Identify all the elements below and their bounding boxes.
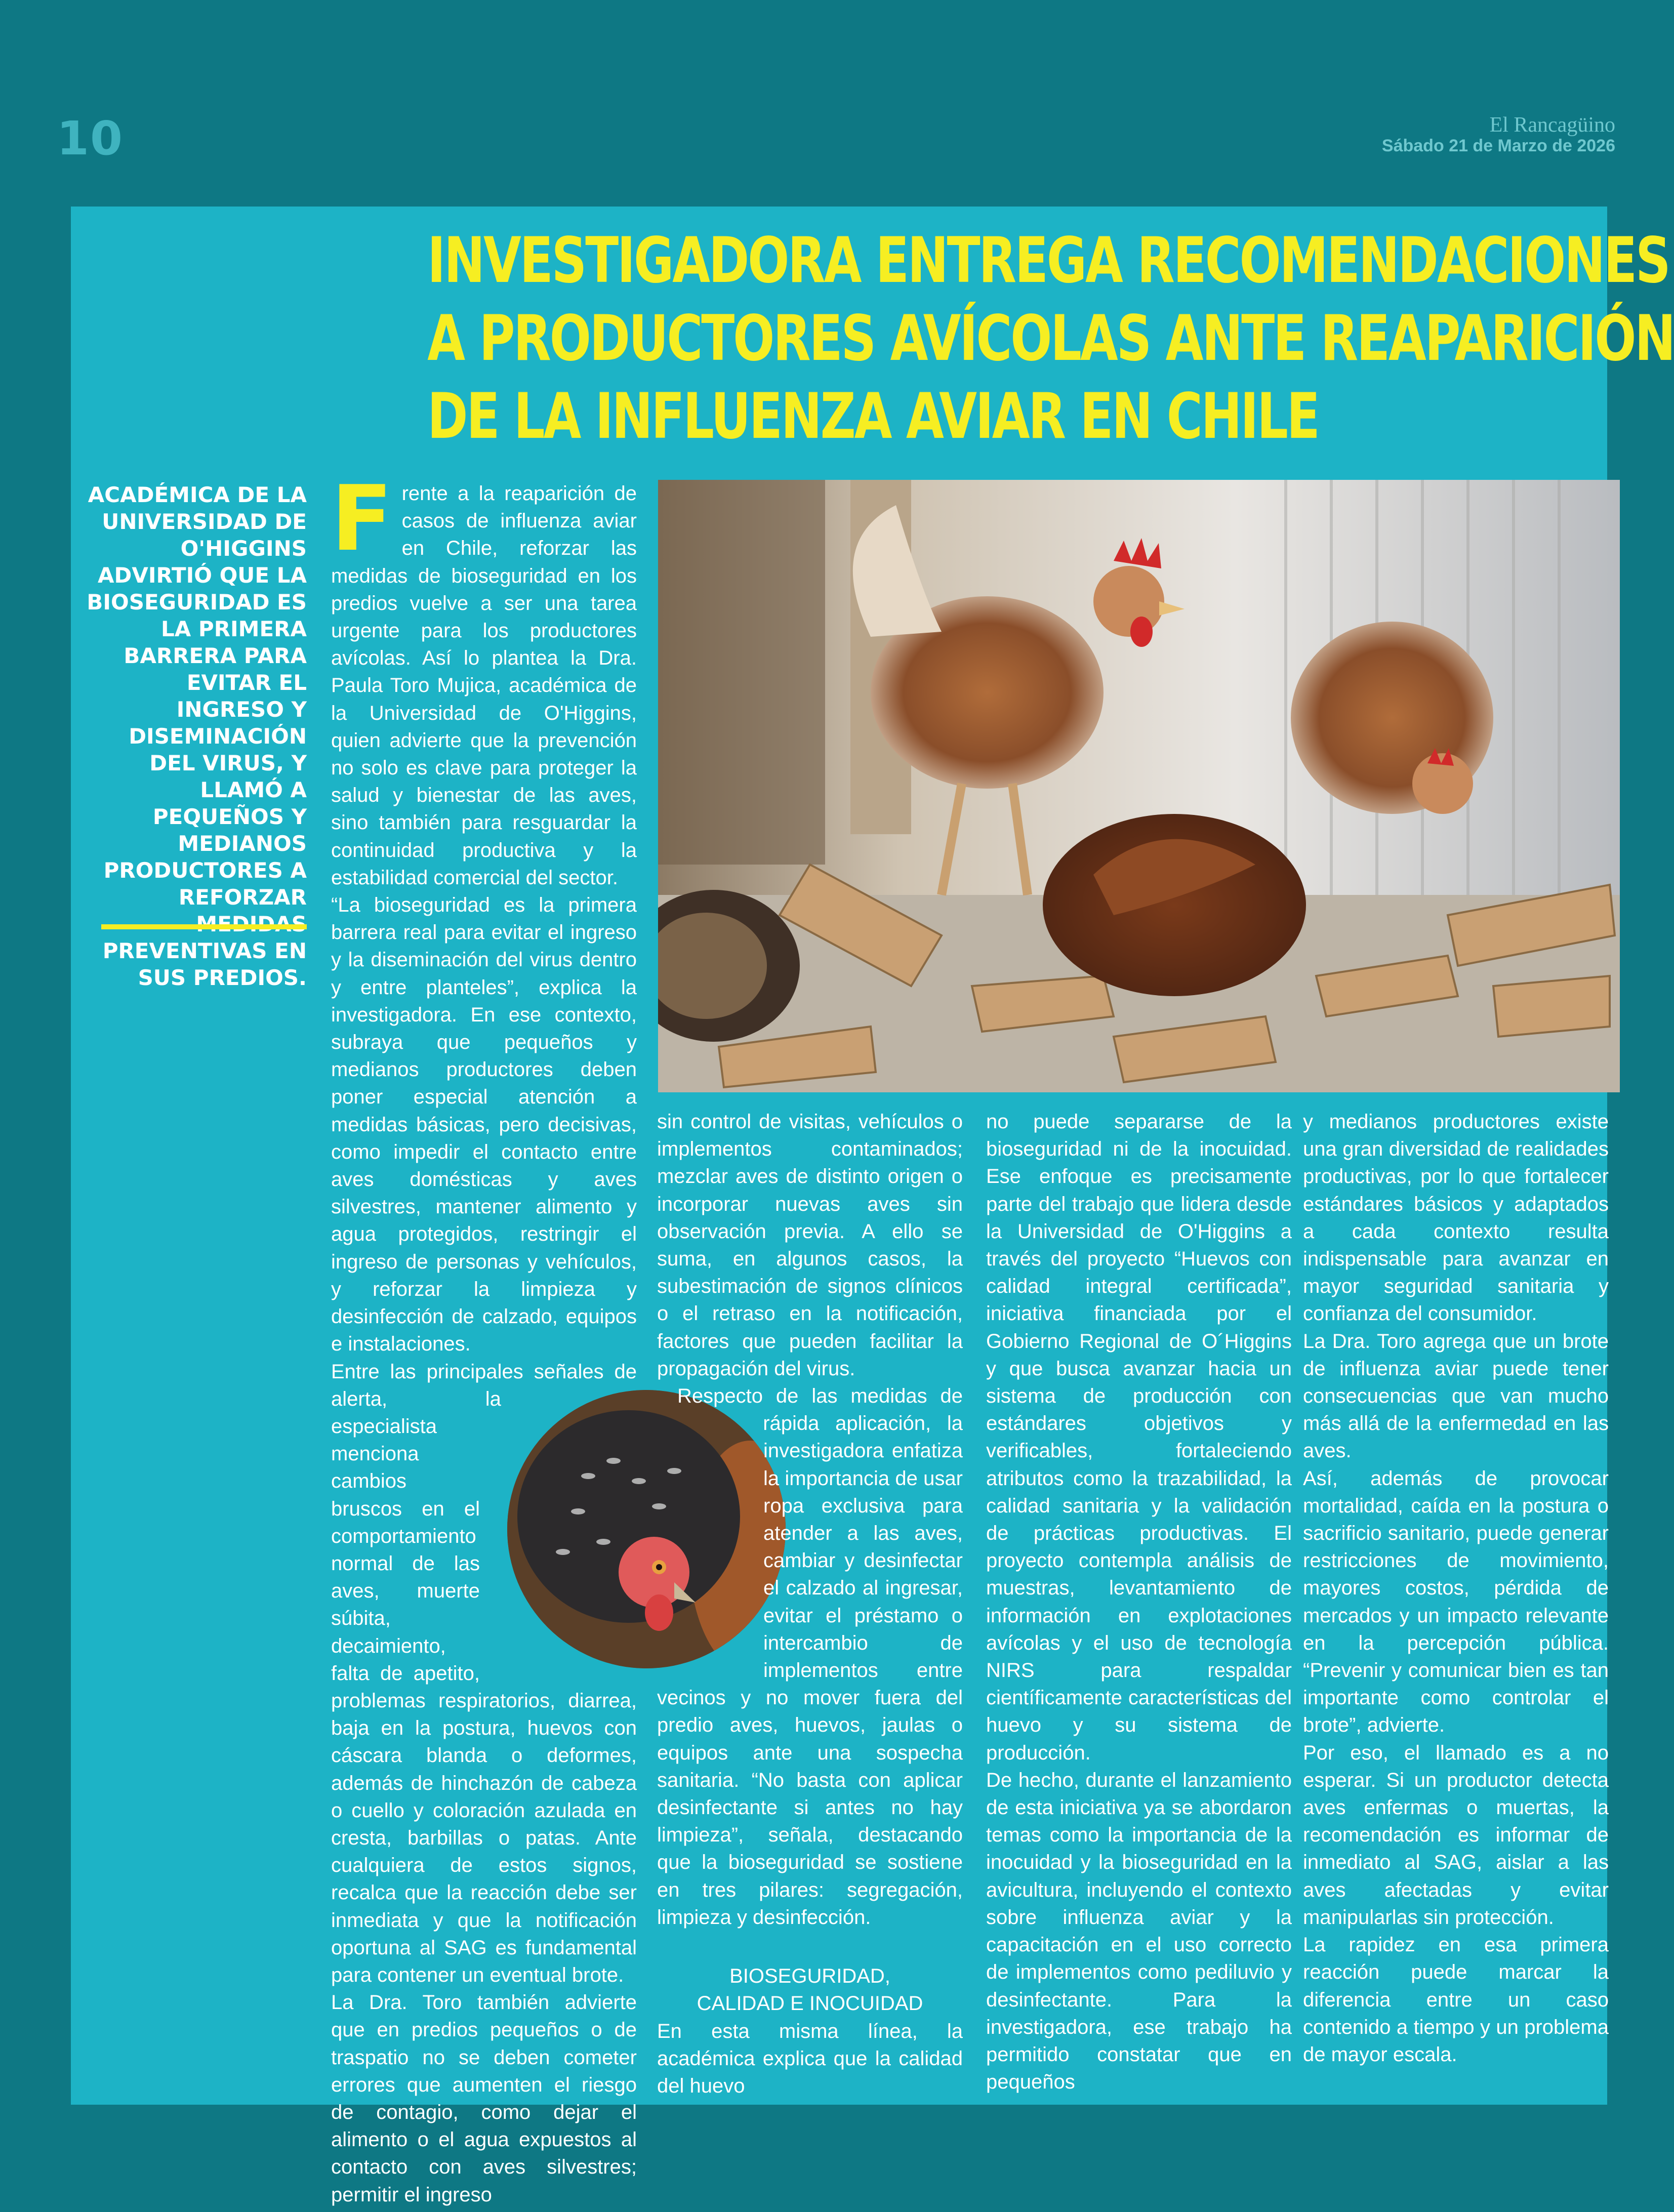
column-1 xyxy=(331,466,637,2208)
paragraph: rente a la reaparición de casos de influenza aviar en Chile, reforzar las medidas de bioseguridad en los predios vuelve a ser una tarea urgente para los productores avícolas. Así lo plantea la Dra. Paula Toro Mujica, académica de la Universidad de O'Higgins, quien advierte que la prevención no solo es clave para proteger la salud y bienestar de las aves, sino también para resguardar la continuidad productiva y la estabilidad comercial del sector. xyxy=(331,482,637,889)
headline-line: INVESTIGADORA ENTREGA RECOMENDACIONES xyxy=(427,224,1669,297)
paragraph: y medianos productores existe una gran diversidad de realidades productivas, por lo que fortalecer estándares básicos y adaptados a cada contexto resulta indispensable para avanzar en mayor seguridad sanitaria y confianza del consumidor. xyxy=(1303,1111,1609,1325)
deck-underline xyxy=(101,924,307,929)
column-2 xyxy=(657,1108,963,2100)
circle-wrap xyxy=(637,1403,763,1716)
hens-illustration xyxy=(658,480,1620,1092)
paragraph: La Dra. Toro también advierte que en predios pequeños o de traspatio no se deben cometer errores que aumenten el riesgo de contagio, como dejar el alimento o el agua expuestos al contacto con aves silvestres; permitir el ingreso xyxy=(331,1991,637,2206)
paragraph: La rapidez en esa primera reacción puede marcar la diferencia entre un caso contenido a tiempo y un problema de mayor escala. xyxy=(1303,1934,1609,2066)
article-deck: ACADÉMICA DE LA UNIVERSIDAD DE O'HIGGINS ADVIRTIÓ QUE LA BIOSEGURIDAD ES LA PRIMERA BARRERA PARA EVITAR EL INGRESO Y DISEMINACIÓN DEL VIRUS, Y LLAMÓ A PEQUEÑOS Y MEDIANOS PRODUCTORES A REFORZAR PREVENTIVAS EN SUS PREDIOS. xyxy=(87,482,307,990)
paragraph: Por eso, el llamado es a no esperar. Si un productor detecta aves enfermas o muertas, la recomendación es informar de inmediato al SAG, aislar a las aves afectadas y evitar manipularlas sin protección. xyxy=(1303,1741,1609,1929)
paragraph: no puede separarse de la bioseguridad ni de la inocuidad. Ese enfoque es precisamente parte del trabajo que lidera desde la Universidad de O'Higgins a través del proyecto “Huevos con calidad integral certificada”, iniciativa financiada por el Gobierno Regional de O´Higgins y que busca avanzar hacia un sistema de producción con estándares objetivos y verificables, fortaleciendo atributos como la trazabilidad, la calidad sanitaria y la validación de prácticas productivas. El proyecto contempla análisis de muestras, levantamiento de información en explotaciones avícolas y el uso de tecnología NIRS para respaldar científicamente características del huevo y su sistema de producción. xyxy=(986,1111,1292,1764)
issue-date: Sábado 21 de Marzo de 2026 xyxy=(1381,136,1615,156)
masthead xyxy=(1382,113,1615,156)
paragraph: Así, además de provocar mortalidad, caída en la postura o sacrificio sanitario, puede generar restricciones de movimiento, mayores costos, pérdida de mercados y un impacto relevante en la percepción pública. “Prevenir y comunicar bien es tan importante como controlar el brote”, advierte. xyxy=(1303,1467,1609,1737)
paragraph: sin control de visitas, vehículos o implementos contaminados; mezclar aves de distinto origen o incorporar nuevas aves sin observación previa. A ello se suma, en algunos casos, la subestimación de signos clínicos o el retraso en la notificación, factores que pueden facilitar la propagación del virus. xyxy=(657,1111,963,1380)
newspaper-name: El Rancagüino xyxy=(1489,113,1615,137)
article-headline xyxy=(427,222,1674,456)
main-photo-hens xyxy=(658,480,1620,1092)
section-subhead xyxy=(657,1962,963,2017)
paragraph: Entre las principales señales de alerta, la especialista menciona cambios bruscos en el comportamiento normal de las aves, muerte súbita, decaimiento, falta de apetito, problemas respiratorios, diarrea, baja en la postura, huevos con cáscara blanda o deformes, además de hinchazón de cabeza o cuello y coloración azulada en cresta, barbillas o patas. Ante cualquiera de estos signos, recalca que la reacción debe ser inmediata y que la notificación oportuna al SAG es fundamental para contener un eventual brote. xyxy=(331,1360,637,1986)
headline-line: DE LA INFLUENZA AVIAR EN CHILE xyxy=(427,380,1319,453)
headline-line: A PRODUCTORES AVÍCOLAS ANTE REAPARICIÓN xyxy=(427,302,1674,375)
paragraph: En esta misma línea, la académica explica que la calidad del huevo xyxy=(657,2020,963,2097)
paragraph: Respecto de las medidas de rápida aplicación, la investigadora enfatiza la importancia de usar ropa exclusiva para atender a las aves, cambiar y desinfectar el calzado al ingresar, evitar el préstamo o intercambio de implementos entre vecinos y no mover fuera del predio aves, huevos, jaulas o equipos ante una sospecha sanitaria. “No basta con aplicar desinfectante si antes no hay limpieza”, señala, destacando que la bioseguridad se sostiene en tres pilares: segregación, limpieza y desinfección. xyxy=(657,1382,963,1931)
drop-cap: F xyxy=(331,466,393,571)
paragraph: De hecho, durante el lanzamiento de esta iniciativa ya se abordaron temas como la importancia de la inocuidad y la bioseguridad en la avicultura, incluyendo el contexto sobre influenza aviar y la capacitación en el uso correcto de implementos como pediluvio y desinfectante. Para la investigadora, ese trabajo ha permitido constatar que en pequeños xyxy=(986,1769,1292,2094)
article-panel xyxy=(71,207,1674,2206)
subhead-line: CALIDAD E INOCUIDAD xyxy=(697,1992,923,2015)
paragraph: La Dra. Toro agrega que un brote de influenza aviar puede tener consecuencias que van mucho más allá de la enfermedad en las aves. xyxy=(1303,1330,1609,1462)
subhead-line: BIOSEGURIDAD, xyxy=(729,1965,890,1988)
column-3 xyxy=(986,1108,1292,2096)
page-number: 10 xyxy=(57,111,124,166)
column-4 xyxy=(1303,1108,1609,2068)
paragraph: “La bioseguridad es la primera barrera real para evitar el ingreso y la diseminación del virus dentro y entre planteles”, explica la investigadora. En ese contexto, subraya que pequeños y medianos productores deben poner especial atención a medidas básicas, pero decisivas, como impedir el contacto entre aves domésticas y aves silvestres, mantener alimento y agua protegidos, restringir el ingreso de personas y vehículos, y reforzar la limpieza y desinfección de calzado, equipos e instalaciones. xyxy=(331,894,637,1356)
